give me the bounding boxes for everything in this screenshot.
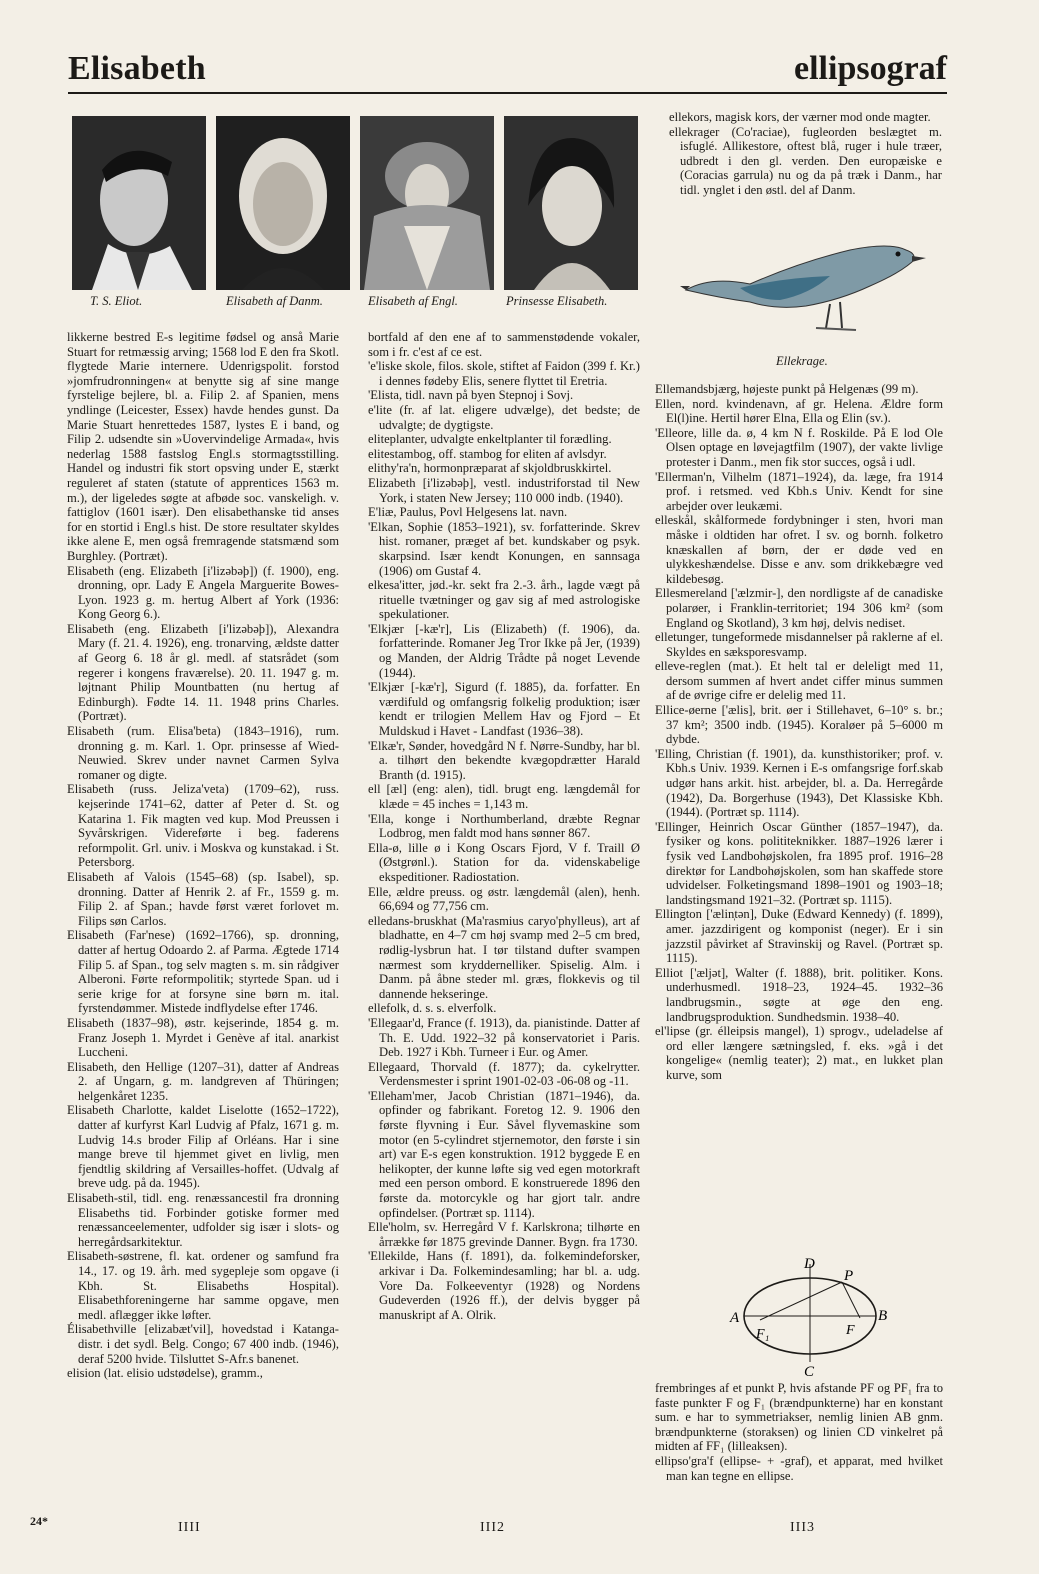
entry: 'Elling, Christian (f. 1901), da. kunsthistoriker; prof. v. Kbh.s Univ. 1939. Kernen i E-s omfangsrige forf.skab udgør hans arkit. hist. arbejder, bl. a. Da. Herregårde (1942), Da. Borgerhuse (1943), Det Klassiske Kbh. (1944). (Portræt sp. 1114).	[655, 746, 943, 820]
entry: Elisabeth Charlotte, kaldet Liselotte (1652–1722), datter af kurfyrst Karl Ludvig af Pfalz, 1671 g. m. Ludvig 14.s broder Filip af Orléans. Har i sine mange breve til hjemmet givet en livlig, men fjendtlig skildring af Versailles-hoffet. (Udvalg af breve udg. på da. 1945).	[67, 1103, 339, 1191]
entry: elision (lat. elisio udstødelse), gramm.,	[67, 1366, 263, 1381]
portrait-elisabeth-engl	[360, 116, 494, 290]
entry-continuation: likkerne bestred E-s legitime fødsel og anså Marie Stuart for retmæssig arving; 1568 lod E den fra Skotl. flygtede Marie internere. Udenrigspolit. forstod »jomfrudronningen« at benytte sig af sine mange fyrstelige bejlere, bl. a. Filip 2. af Spanien, mens yndlinge (Leicester, Essex) havde hendes gunst. Da Marie Stuart henrettedes 1587, lystes E i band, og Filip 2. udsendte sin »Uovervindelige Armada«, hvis nederlag 1588 fastslog Engl.s stormagtsstilling. Handel og industri fik stort opsving under E, stærkt reguleret af staten (statute of apprentices 1563 m. m.), der ligeledes søgte at afbøde soc. vanskeligh. v. fattiglov (1601 især). Den elisabethanske tid anses for en stortid i Engl.s hist. De store resultater skyldes ikke alene E, men også fremragende statsmænd som Burghley. (Portræt).	[67, 330, 339, 563]
entry: Ellemandsbjærg, højeste punkt på Helgenæs (99 m).	[655, 382, 919, 396]
entry: ell [æl] (eng: alen), tidl. brugt eng. længdemål for klæde = 45 inches = 1,143 m.	[368, 782, 640, 811]
ellipse-label-f1: F₁	[756, 1327, 770, 1342]
entry: 'Elista, tidl. navn på byen Stepnoj i Sovj.	[368, 388, 574, 403]
ellipse-label-a: A	[730, 1310, 740, 1326]
entry: Ellice-øerne ['ælis], brit. øer i Stillehavet, 6–10° s. br.; 37 km²; 3500 indb. (1945). Koraløer på 5–6000 m dybde.	[655, 703, 943, 747]
entry: elletunger, tungeformede misdannelser på raklerne af el. Skyldes en sæksporesvamp.	[655, 630, 943, 659]
portrait-strip	[72, 116, 638, 314]
entry: elitestambog, off. stambog for eliten af avlsdyr.	[368, 446, 607, 461]
column-number-1113: III3	[790, 1520, 815, 1535]
portrait-elisabeth-danm	[216, 116, 350, 290]
ellipse-label-f: F	[846, 1323, 855, 1338]
entry: Elisabeth (eng. Elizabeth [i'lizəbəþ]), Alexandra Mary (f. 21. 4. 1926), eng. tronarving, ældste datter af Georg 6. 18 år gl. medl. af statsrådet (som regerer i kongens fraværelse). 20. 11. 1947 g. m. løjtnant Philip Mountbatten (nu hertug af Edinburgh). Fødte 14. 11. 1948 prins Charles. (Portræt).	[67, 621, 339, 724]
entry: elledans-bruskhat (Ma'rasmius caryo'phylleus), art af bladhatte, en 4–7 cm høj svamp med 2–5 cm bred, rødlig-lysbrun hat. I tør tilstand dufter svampen nærmest som kryddernelliker. Spiselig. Alm. i Danm. på åbne steder ml. græs, flokkevis og til dannende hekseringe.	[368, 913, 640, 1001]
entry: Elliot ['æljət], Walter (f. 1888), brit. politiker. Kons. underhusmedl. 1918–23, 1924–45. 1932–36 landbrugsmin., søgte at øge den eng. landbrugsproduktion. Sundhedsmin. 1938–40.	[655, 965, 943, 1024]
entry: Élisabethville [elizabæt'vil], hovedstad i Katanga-distr. i det sydl. Belg. Congo; 67 400 indb. (1946), deraf 5200 hvide. Tilsluttet S-Afr.s banenet.	[67, 1322, 339, 1366]
entry: 'Elkæ'r, Sønder, hovedgård N f. Nørre-Sundby, har bl. a. tilhørt den bekendte kvægopdrætter Harald Branth (d. 1915).	[368, 738, 640, 782]
signature-mark: 24*	[30, 1514, 48, 1528]
entry: elleskål, skålformede fordybninger i sten, hvori man måske i oldtiden har ofret. I sv. og bornh. folketro knæskallen af børn, der er døde ved en ulykkeshændelse. Disse e anv. som drikkebægre ved kildebesøg.	[655, 513, 943, 586]
entry: 'Ellegaar'd, France (f. 1913), da. pianistinde. Datter af Th. E. Udd. 1922–32 på konservatoriet i Paris. Deb. 1927 i Kbh. Turneer i Eur. og Amer.	[368, 1015, 640, 1060]
entry: Elizabeth [i'lizəbəþ], vestl. industriforstad til New York, i staten New Jersey; 110 000 indb. (1940).	[368, 475, 640, 505]
entry: ellefolk, d. s. s. elverfolk.	[368, 1001, 497, 1016]
entry: Ellen, nord. kvindenavn, af gr. Helena. Ældre form El(l)ine. Hertil hører Elna, Ella og Elin (sv.).	[655, 396, 943, 426]
entry: Elisabeth (eng. Elizabeth [i'lizəbəþ]) (f. 1900), eng. dronning, opr. Lady E Angela Marguerite Bowes-Lyon. 1923 g. m. hertug Albert af York (1936: Kong Georg 6.).	[67, 563, 339, 622]
caption-prinsesse: Prinsesse Elisabeth.	[506, 294, 608, 308]
entry: Ellegaard, Thorvald (f. 1877); da. cykelrytter. Verdensmester i sprint 1901-02-03 -06-08 og -11.	[368, 1059, 640, 1089]
column-number-1112: III2	[480, 1520, 505, 1535]
page-header-left: Elisabeth	[68, 50, 206, 87]
entry: Elisabeth-stil, tidl. eng. renæssancestil fra dronning Elisabeths tid. Forbinder gotiske former med renæssanceelementer, udfolder sig især i slots- og herregårdsarkitektur.	[67, 1191, 339, 1249]
ellipse-diagram	[726, 1256, 892, 1378]
entry: Ella-ø, lille ø i Kong Oscars Fjord, V f. Traill Ø (Østgrønl.). Station for da. videnskabelige ekspeditioner. Radiostation.	[368, 840, 640, 884]
page-header-right: ellipsograf	[794, 50, 947, 87]
entry: Elisabeth (1837–98), østr. kejserinde, 1854 g. m. Franz Joseph 1. Myrdet i Genève af ital. anarkist Luccheni.	[67, 1015, 339, 1060]
entry: 'Ellekilde, Hans (f. 1891), da. folkemindeforsker, arkivar i Da. Folkemindesamling; har bl. a. udg. Vore Da. Folkeeventyr (1928) og Nordens Gudeverden (1926 ff.), der delvis bygger på manuskript af A. Olrik.	[368, 1249, 640, 1322]
entry: 'Elleham'mer, Jacob Christian (1871–1946), da. opfinder og fabrikant. Foretog 12. 9. 1906 den første flyvning i Eur. Såvel flyvemaskine som motor (en 5-cylindret stjernemotor, den første i sin art) var E-s egen konstruktion. 1912 byggede E en helikopter, der kunne løfte sig ved egen motorkraft med een person ombord. E konstruerede 1896 den første da. motorcykle og har gjort talr. andre opfindelser. (Portræt sp. 1114).	[368, 1088, 640, 1220]
entry: elkesa'itter, jød.-kr. sekt fra 2.-3. årh., lagde vægt på rituelle tvætninger og gav sig af med astrologiske spekulationer.	[368, 578, 640, 622]
ellipse-label-b: B	[878, 1308, 888, 1324]
ellekrage-illustration	[680, 228, 930, 346]
entry: Ellington ['ælin̩tən], Duke (Edward Kennedy) (f. 1899), amer. jazzdirigent og komponist (neger). Er i sin jazzstil påvirket af Stravinskij og Ravel. (Portræt sp. 1115).	[655, 907, 943, 966]
entry: Ellesmereland ['ælzmir-], den nordligste af de canadiske polarøer, i Franklin-territoriet; 194 306 km² (som England og Skotland), 3 km høj, delvis nediset.	[655, 586, 943, 630]
entry: Elle'holm, sv. Herregård V f. Karlskrona; tilhørte en årrække før 1875 grevinde Danner. Bygn. fra 1730.	[368, 1220, 640, 1249]
entry: E'liæ, Paulus, Povl Helgesens lat. navn.	[368, 505, 568, 520]
column-3-top	[669, 110, 942, 198]
entry: 'Elkjær [-kæ'r], Sigurd (f. 1885), da. forfatter. En værdifuld og omfangsrig folkelig produktion; især kendt er trilogien Mellem Hav og Fjord – Et Muldskud i Havet - Landfast (1936–38).	[368, 680, 640, 739]
entry: ellekors, magisk kors, der værner mod onde magter.	[669, 110, 931, 124]
entry: Elisabeth af Valois (1545–68) (sp. Isabel), sp. dronning. Datter af Henrik 2. af Fr., 1559 g. m. Filip 2. af Span.; havde først været forlovet m. Filips søn Carlos.	[67, 869, 339, 928]
entry: elithy'ra'n, hormonpræparat af skjoldbruskkirtel.	[368, 461, 612, 476]
ellipse-label-c: C	[804, 1364, 815, 1378]
entry: el'lipse (gr. élleipsis mangel), 1) sprogv., udeladelse af ord eller længere sætningsled, f. eks. »gå i det kongelige« (nemlig teater); 2) mat., en lukket plan kurve, som	[655, 1024, 943, 1082]
entry: ellipso'gra'f (ellipse- + -graf), et apparat, med hvilket man kan tegne en ellipse.	[655, 1453, 943, 1483]
ellipse-label-p: P	[844, 1268, 854, 1284]
entry: 'Elkjær [-kæ'r], Lis (Elizabeth) (f. 1906), da. forfatterinde. Romaner Jeg Tror Ikke på Jer, (1939) og Manden, der Aldrig Trådte på noget Levende (1944).	[368, 621, 640, 680]
column-3	[655, 382, 943, 1083]
column-2	[368, 330, 640, 1322]
column-3-bottom	[655, 1381, 943, 1483]
portrait-prinsesse-elisabeth	[504, 116, 638, 290]
header-rule	[68, 92, 947, 94]
entry: Elisabeth (russ. Jeliza'veta) (1709–62), russ. kejserinde 1741–62, datter af Peter d. St. og Katarina 1. Fik magten ved kup. Mod Preussen i Syvårskrigen. Videreførte i beg. faderens reformpolit. Grl. univ. i Moskva og kunstakad. i St. Petersborg.	[67, 782, 339, 870]
entry: 'Ellerman'n, Vilhelm (1871–1924), da. læge, fra 1914 prof. i retsmed. ved Kbh.s Univ. Kendt for sine arbejder over leukæmi.	[655, 469, 943, 513]
caption-ellekrage: Ellekrage.	[776, 354, 828, 368]
entry: Elle, ældre preuss. og østr. længdemål (alen), henh. 66,694 og 77,756 cm.	[368, 884, 640, 914]
caption-elisabeth-engl: Elisabeth af Engl.	[368, 294, 458, 308]
column-1	[67, 330, 339, 1381]
column-number-1111: IIII	[178, 1520, 201, 1535]
entry-continuation: frembringes af et punkt P, hvis afstande PF og PF₁ fra to faste punkter F og F₁ (brændpunkterne) har en konstant sum. e har to symmetriakser, nemlig linien AB gnm. brændpunkterne (storaksen) og linien CD vinkelret på midten af FF₁ (lilleaksen).	[655, 1381, 943, 1454]
entry: eliteplanter, udvalgte enkeltplanter til forædling.	[368, 432, 612, 447]
entry: 'Ellinger, Heinrich Oscar Günther (1857–1947), da. fysiker og kons. polititeknikker. 1887–1926 lærer i fysik ved Landbohøjskolen, fra 1895 prof. 1916–28 direktør for Landbohøjskolen, som han skaffede store udvidelser. Folketingsmand 1898–1901 og 1903–18; landstingsmand 1921–32. (Portræt sp. 1115).	[655, 819, 943, 907]
entry-continuation: bortfald af den ene af to sammenstødende vokaler, som i fr. c'est af ce est.	[368, 330, 640, 359]
portrait-eliot	[72, 116, 206, 290]
entry: Elisabeth, den Hellige (1207–31), datter af Andreas 2. af Ungarn, g. m. landgreven af Thüringen; helgenkåret 1235.	[67, 1059, 339, 1103]
caption-eliot: T. S. Eliot.	[90, 294, 143, 308]
entry: e'lite (fr. af lat. eligere udvælge), det bedste; de udvalgte; de dygtigste.	[368, 402, 640, 432]
entry: 'Ella, konge i Northumberland, dræbte Regnar Lodbrog, men faldt mod hans sønner 867.	[368, 811, 640, 841]
caption-elisabeth-danm: Elisabeth af Danm.	[226, 294, 323, 308]
entry: Elisabeth (Far'nese) (1692–1766), sp. dronning, datter af hertug Odoardo 2. af Parma. Ægtede 1714 Filip 5. af Span., tog selv magten s. m. sin rådgiver Alberoni. Førte reformpolitik; styrtede Span. ud i serie krige for at forsyne sine børn m. ital. fyrstendømmer. Mistede indflydelse efter 1746.	[67, 928, 339, 1016]
entry: 'e'liske skole, filos. skole, stiftet af Faidon (399 f. Kr.) i dennes fødeby Elis, senere flyttet til Eretria.	[368, 359, 640, 388]
entry: 'Elleore, lille da. ø, 4 km N f. Roskilde. På E lod Ole Olsen optage en løvejagtfilm (1907), der vakte livlige protester i Danm., men fik stor succes, også i udl.	[655, 425, 943, 469]
entry: 'Elkan, Sophie (1853–1921), sv. forfatterinde. Skrev hist. romaner, præget af bet. kundskaber og psyk. skarpsind. Især kendt Konungen, en sannsaga (1906) om Gustaf 4.	[368, 519, 640, 578]
entry: Elisabeth (rum. Elisa'beta) (1843–1916), rum. dronning g. m. Karl. 1. Opr. prinsesse af Wied-Neuwied. Skrev under navnet Carmen Sylva romaner og digte.	[67, 724, 339, 782]
entry: ellekrager (Co'raciae), fugleorden beslægtet m. isfuglé. Allikestore, oftest blå, ruger i hule træer, udbredt i den gl. verden. Den europæiske e (Coracias garrula) nu og da på træk i Danm., har tidl. ynglet i den østl. del af Danm.	[669, 124, 942, 197]
entry: elleve-reglen (mat.). Et helt tal er deleligt med 11, dersom summen af hvert andet ciffer minus summen af de øvrige cifre er delelig med 11.	[655, 659, 943, 703]
entry: Elisabeth-søstrene, fl. kat. ordener og samfund fra 14., 17. og 19. årh. med sygepleje som opgave (i Kbh. St. Elisabeths Hospital). Elisabethforeningerne har samme opgave, men medl. aflægger ikke løfter.	[67, 1249, 339, 1322]
ellipse-label-d: D	[804, 1256, 815, 1272]
